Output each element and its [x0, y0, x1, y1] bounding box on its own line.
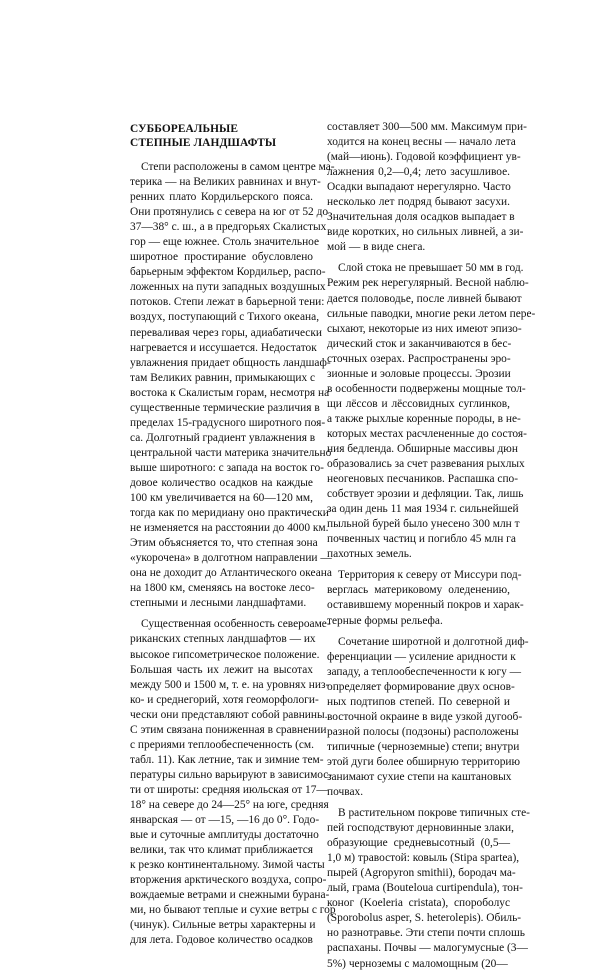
- text-line: которых местах расчлененные до состоя-: [327, 427, 527, 440]
- text-line: увлажнения придает общность ландшаф-: [130, 356, 331, 369]
- text-line: нагревается и иссушается. Недостаток: [130, 341, 317, 354]
- text-line: Сочетание широтной и долготной диф-: [338, 635, 529, 648]
- text-line: но разнотравье. Эти степи почти сплошь: [327, 927, 525, 940]
- text-line: терика — на Великих равнинах и внут-: [130, 176, 321, 189]
- paragraph: [130, 160, 335, 611]
- text-line: западу, а теплообеспеченности к югу —: [327, 665, 522, 678]
- text-line: переваливая через горы, адиабатически: [130, 326, 322, 339]
- text-line: «укорочена» в долготном направлении —: [130, 552, 332, 565]
- right-column: [327, 120, 536, 978]
- text-line: не изменяется на расстоянии до 4000 км.: [130, 522, 329, 535]
- text-line: занимают сухие степи на каштановых: [327, 770, 512, 783]
- text-line: 5%) черноземы с маломощным (20—: [327, 957, 508, 970]
- text-line: 100 км увеличивается на 60—120 мм,: [130, 492, 313, 505]
- text-line: вторжения арктического воздуха, сопро-: [130, 874, 327, 887]
- text-line: образовались за счет развевания рыхлых: [327, 458, 525, 471]
- text-line: 18° на севере до 24—25° на юге, средняя: [130, 798, 329, 811]
- text-line: Территория к северу от Миссури под-: [338, 569, 522, 582]
- text-line: Слой стока не превышает 50 мм в год.: [338, 262, 524, 275]
- text-line: чески они представляют собой равнины.: [130, 708, 328, 721]
- text-line: Режим рек нерегулярный. Весной наблю-: [327, 277, 529, 290]
- text-line: барьерным эффектом Кордильер, распо-: [130, 266, 326, 279]
- text-line: широтное простирание обусловлено: [130, 251, 313, 264]
- text-line: дический сток и заканчиваются в бес-: [327, 337, 512, 350]
- text-line: са. Долготный градиент увлажнения в: [130, 431, 316, 444]
- text-line: восточной окраине в виде узкой дугооб-: [327, 710, 523, 723]
- text-line: терные формы рельефа.: [327, 614, 443, 627]
- paragraph: [327, 635, 529, 801]
- text-line: ных подтипов степей. По северной и: [327, 695, 510, 708]
- text-line: центральной части материка значительно: [130, 446, 332, 459]
- text-line: существенные термические различия в: [130, 401, 320, 414]
- text-line: неогеновых песчаников. Распашка спо-: [327, 473, 519, 486]
- text-line: высокое гипсометрическое положение.: [130, 648, 320, 661]
- text-line: потоков. Степи лежат в барьерной тени:: [130, 296, 325, 309]
- text-line: распаханы. Почвы — малогумусные (3—: [327, 942, 528, 955]
- paragraph: [327, 806, 530, 972]
- text-line: пырей (Agropyron smithii), бородач ма-: [327, 867, 516, 880]
- text-line: сильные паводки, многие реки летом пере-: [327, 307, 536, 320]
- text-line: пературы сильно варьируют в зависимос-: [130, 768, 333, 781]
- text-line: дается половодье, после ливней бывают: [327, 292, 522, 305]
- text-line: Они протянулись с севера на юг от 52 до: [130, 206, 329, 219]
- text-line: лый, грама (Bouteloua curtipendula), тон-: [327, 882, 523, 895]
- text-line: ложенных на пути западных воздушных: [130, 281, 326, 294]
- text-line: в особенности подвержены мощные тол-: [327, 382, 526, 395]
- text-line: пределах 15-градусного широтного поя-: [130, 416, 326, 429]
- text-line: ференциации — усиление аридности к: [327, 650, 516, 663]
- text-line: сыхают, некоторые из них имеют эпизо-: [327, 322, 522, 335]
- text-line: 37—38° с. ш., а в предгорьях Скалистых: [130, 221, 327, 234]
- text-line: между 500 и 1500 м, т. е. на уровнях низ-: [130, 678, 330, 691]
- text-line: оставившему моренный покров и харак-: [327, 599, 524, 612]
- text-line: выше широтного: с запада на восток го-: [130, 461, 324, 474]
- text-line: гор — еще южнее. Столь значительное: [130, 236, 320, 249]
- text-line: составляет 300—500 мм. Максимум при-: [327, 121, 527, 133]
- text-line: ренних плато Кордильерского пояса.: [130, 191, 313, 204]
- text-line: этой дуги более обширную территорию: [327, 755, 520, 768]
- text-line: ти от широты: средняя июльская от 17—: [130, 783, 328, 796]
- text-line: за один день 11 мая 1934 г. сильнейшей: [327, 503, 519, 516]
- text-line: Существенная особенность североаме-: [141, 618, 331, 631]
- text-line: щи лёссов и лёссовидных суглинков,: [327, 397, 510, 410]
- text-line: почвенных частиц и погибло 45 млн га: [327, 533, 516, 546]
- left-paragraphs: [130, 160, 336, 948]
- text-line: Этим объясняется то, что степная зона: [130, 537, 318, 550]
- text-line: ходится на конец весны — начало лета: [327, 136, 516, 149]
- text-line: ми, но бывают теплые и сухие ветры с гор: [130, 904, 336, 917]
- text-line: пей господствуют дерновинные злаки,: [327, 822, 514, 835]
- text-line: собствует эрозии и дефляции. Так, лишь: [327, 488, 524, 501]
- text-line: Большая часть их лежит на высотах: [130, 663, 313, 676]
- text-line: вождаемые ветрами и снежными бурана-: [130, 889, 330, 902]
- text-line: (чинук). Сильные ветры характерны и: [130, 919, 316, 932]
- heading-line: СУББОРЕАЛЬНЫЕ: [130, 123, 239, 135]
- text-line: вые и суточные амплитуды достаточно: [130, 829, 319, 842]
- paragraph: [327, 261, 536, 562]
- text-line: Осадки выпадают нерегулярно. Часто: [327, 181, 511, 194]
- text-line: определяет формирование двух основ-: [327, 680, 515, 693]
- text-line: Степи расположены в самом центре ма-: [141, 161, 335, 173]
- text-line: она не доходит до Атлантического океана: [130, 567, 332, 580]
- text-line: ния бедленда. Обширные массивы дюн: [327, 442, 518, 455]
- text-line: 1,0 м) травостой: ковыль (Stipa spartea),: [327, 852, 520, 865]
- text-line: ко- и среднегорий, хотя геоморфологи-: [130, 693, 319, 706]
- text-line: В растительном покрове типичных сте-: [338, 807, 530, 820]
- text-line: типичные (черноземные) степи; внутри: [327, 740, 520, 753]
- text-line: с прериями теплообеспеченность (см.: [130, 738, 314, 751]
- text-line: почвах.: [327, 786, 364, 799]
- text-line: виде коротких, но сильных ливней, а зи-: [327, 226, 524, 239]
- paragraph: [327, 568, 524, 628]
- text-line: на 1800 км, сменяясь на востоке лесо-: [130, 582, 315, 595]
- text-line: верглась материковому оледенению,: [327, 584, 510, 597]
- left-column: [130, 120, 336, 954]
- text-line: зионные и эоловые процессы. Эрозии: [327, 367, 511, 380]
- text-line: к резко континентальному. Зимой часты: [130, 859, 325, 872]
- text-line: тогда как по меридиану оно практически: [130, 507, 329, 520]
- text-line: востока к Скалистым горам, несмотря на: [130, 386, 330, 399]
- heading-line: СТЕПНЫЕ ЛАНДШАФТЫ: [130, 137, 277, 149]
- text-line: январская — от —15, —16 до 0°. Годо-: [130, 814, 320, 827]
- text-line: Значительная доля осадков выпадает в: [327, 211, 515, 224]
- text-line: довое количество осадков на каждые: [130, 476, 313, 489]
- text-line: С этим связана пониженная в сравнении: [130, 723, 327, 736]
- right-paragraphs: [327, 120, 536, 972]
- text-line: разной полосы (подзоны) расположены: [327, 725, 519, 738]
- text-line: пыльной бурей было унесено 300 млн т: [327, 518, 520, 531]
- text-line: мой — в виде снега.: [327, 241, 426, 254]
- text-line: а также рыхлые коренные породы, в не-: [327, 412, 521, 425]
- text-line: воздух, поступающий с Тихого океана,: [130, 311, 320, 324]
- text-line: сточных озерах. Распространены эро-: [327, 352, 511, 365]
- paragraph: [327, 120, 527, 255]
- paragraph: [130, 617, 336, 948]
- text-line: (Sporobolus asper, S. heterolepis). Обиль-: [327, 912, 522, 925]
- text-line: пахотных земель.: [327, 548, 412, 561]
- section-heading: [130, 122, 313, 150]
- text-line: лажнения 0,2—0,4; лето засушливое.: [327, 166, 510, 179]
- text-line: там Великих равнин, примыкающих с: [130, 371, 316, 384]
- text-line: риканских степных ландшафтов — их: [130, 633, 316, 646]
- text-line: несколько лет подряд бывают засухи.: [327, 196, 510, 209]
- text-line: степными и лесными ландшафтами.: [130, 597, 307, 610]
- text-line: коног (Koeleria cristata), спороболус: [327, 897, 510, 910]
- text-line: образующие средневысотный (0,5—: [327, 837, 510, 850]
- text-line: табл. 11). Как летние, так и зимние тем-: [130, 753, 324, 766]
- text-line: (май—июнь). Годовой коэффициент ув-: [327, 151, 521, 164]
- text-line: велики, так что климат приближается: [130, 844, 313, 857]
- text-line: для лета. Годовое количество осадков: [130, 934, 313, 947]
